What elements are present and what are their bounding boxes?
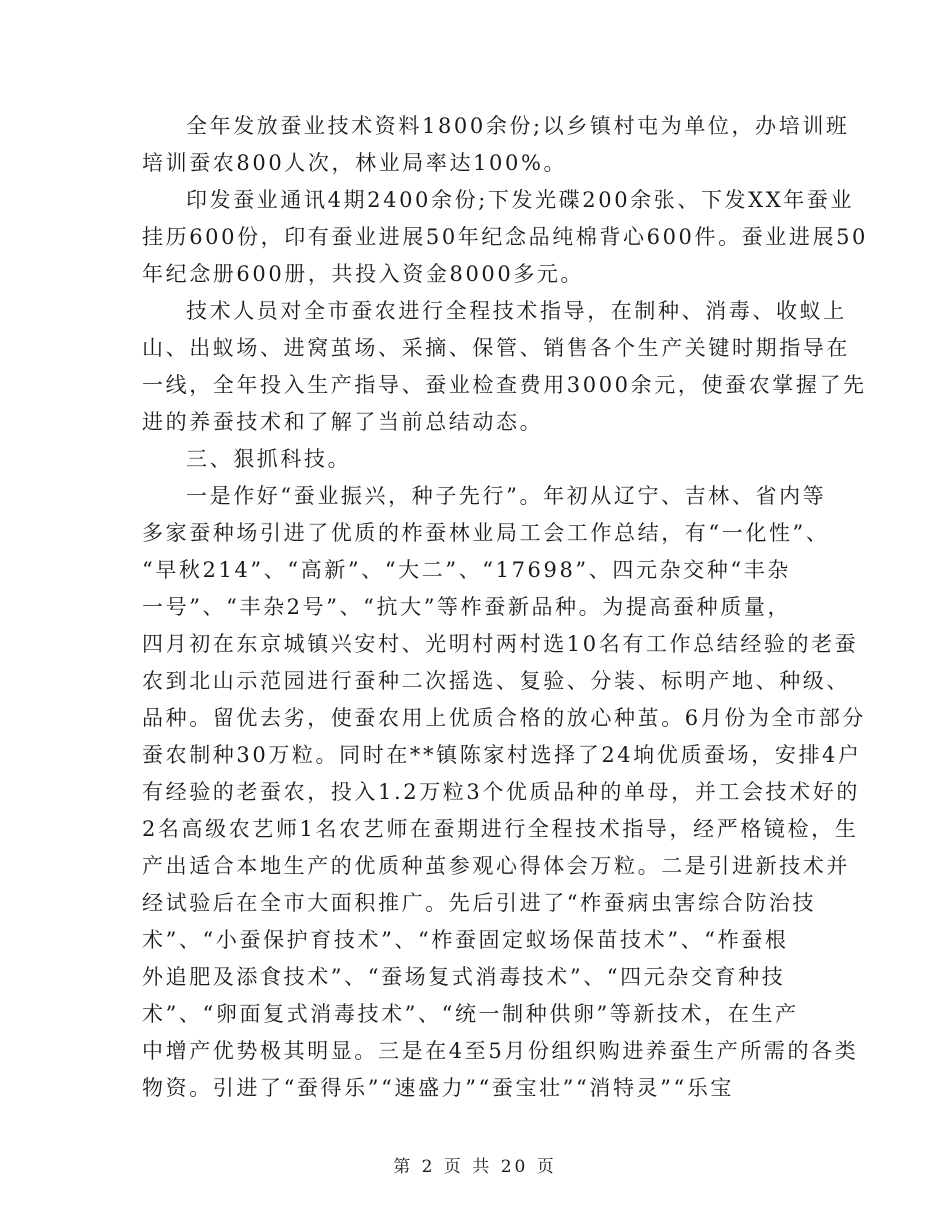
text-line: 中增产优势极其明显。三是在4至5月份组织购进养蚕生产所需的各类 bbox=[142, 1039, 859, 1063]
text-line: “早秋214”、“高新”、“大二”、“17698”、四元杂交种“丰杂 bbox=[142, 558, 791, 582]
text-line: 挂历600份，印有蚕业进展50年纪念品纯棉背心600件。蚕业进展50 bbox=[142, 225, 869, 249]
text-line: 产出适合本地生产的优质种茧参观心得体会万粒。二是引进新技术并 bbox=[142, 854, 850, 878]
text-line: 一是作好“蚕业振兴，种子先行”。年初从辽宁、吉林、省内等 bbox=[186, 484, 827, 508]
text-line: 蚕农制种30万粒。同时在**镇陈家村选择了24垧优质蚕场，安排4户 bbox=[142, 743, 862, 767]
text-line: 全年发放蚕业技术资料1800余份;以乡镇村屯为单位，办培训班 bbox=[186, 114, 850, 138]
text-line: 山、出蚁场、进窝茧场、采摘、保管、销售各个生产关键时期指导在 bbox=[142, 336, 850, 360]
text-line: 一线，全年投入生产指导、蚕业检查费用3000余元，使蚕农掌握了先 bbox=[142, 373, 867, 397]
text-line: 培训蚕农800人次，林业局率达100%。 bbox=[142, 151, 568, 175]
text-line: 进的养蚕技术和了解了当前总结动态。 bbox=[142, 410, 544, 434]
page-footer: 第 2 页 共 20 页 bbox=[393, 1157, 557, 1177]
text-line: 2名高级农艺师1名农艺师在蚕期进行全程技术指导，经严格镜检，生 bbox=[142, 817, 859, 841]
text-line: 有经验的老蚕农，投入1.2万粒3个优质品种的单母，并工会技术好的 bbox=[142, 780, 860, 804]
text-line: 农到北山示范园进行蚕种二次摇选、复验、分装、标明产地、种级、 bbox=[142, 669, 850, 693]
text-line: 年纪念册600册，共投入资金8000多元。 bbox=[142, 262, 585, 286]
text-line: 四月初在东京城镇兴安村、光明村两村选10名有工作总结经验的老蚕 bbox=[142, 632, 859, 656]
text-line: 经试验后在全市大面积推广。先后引进了“柞蚕病虫害综合防治技 bbox=[142, 891, 817, 915]
text-line: 外追肥及添食技术”、“蚕场复式消毒技术”、“四元杂交育种技 bbox=[142, 965, 786, 989]
text-line: 物资。引进了“蚕得乐”“速盛力”“蚕宝壮”“消特灵”“乐宝 bbox=[142, 1076, 735, 1100]
text-line: 印发蚕业通讯4期2400余份;下发光碟200余张、下发XX年蚕业 bbox=[186, 188, 855, 212]
text-line: 一号”、“丰杂2号”、“抗大”等柞蚕新品种。为提高蚕种质量， bbox=[142, 595, 792, 619]
text-line: 品种。留优去劣，使蚕农用上优质合格的放心种茧。6月份为全市部分 bbox=[142, 706, 866, 730]
document-body bbox=[142, 108, 869, 1107]
text-line: 术”、“卵面复式消毒技术”、“统一制种供卵”等新技术，在生产 bbox=[142, 1002, 799, 1026]
text-line: 技术人员对全市蚕农进行全程技术指导，在制种、消毒、收蚁上 bbox=[186, 299, 847, 323]
text-line: 多家蚕种场引进了优质的柞蚕林业局工会工作总结，有“一化性”、 bbox=[142, 521, 830, 545]
text-line: 三、狠抓科技。 bbox=[186, 447, 352, 471]
text-line: 术”、“小蚕保护育技术”、“柞蚕固定蚁场保苗技术”、“柞蚕根 bbox=[142, 928, 789, 952]
